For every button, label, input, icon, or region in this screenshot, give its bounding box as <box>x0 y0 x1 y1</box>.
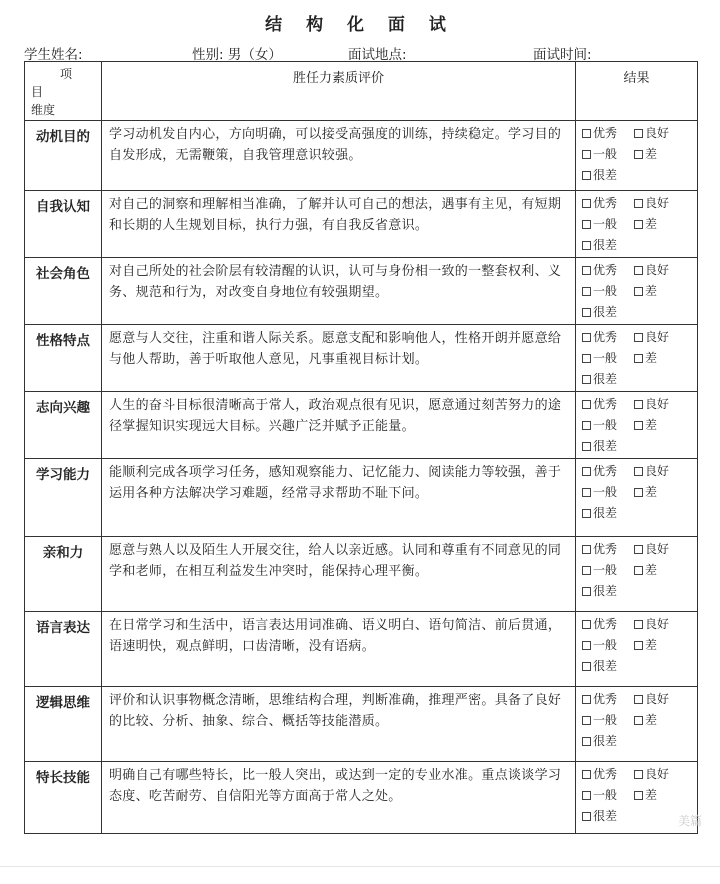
rating-option-label: 一般 <box>593 217 618 231</box>
rating-option[interactable] <box>582 369 634 390</box>
rating-option[interactable] <box>582 165 634 186</box>
rating-option[interactable] <box>582 731 634 752</box>
header-dimension-line: 目 <box>31 85 44 99</box>
rating-option[interactable] <box>582 560 634 581</box>
page-title: 结 构 化 面 试 <box>265 15 455 35</box>
rating-option[interactable] <box>634 539 669 560</box>
dimension-description: 能顺利完成各项学习任务，感知观察能力、记忆能力、阅读能力等较强，善于运用各种方法解决学习难题，经常寻求帮助不耻下问。 <box>102 459 576 537</box>
checkbox-icon[interactable] <box>582 220 591 229</box>
rating-option[interactable] <box>634 214 657 235</box>
dimension-name: 自我认知 <box>25 191 102 258</box>
rating-option-label: 良好 <box>645 196 670 210</box>
checkbox-icon[interactable] <box>582 287 591 296</box>
rating-option-label: 一般 <box>593 485 618 499</box>
rating-option[interactable] <box>634 327 669 348</box>
rating-option[interactable] <box>582 656 634 677</box>
dimension-description: 对自己的洞察和理解相当准确，了解并认可自己的想法，遇事有主见，有短期和长期的人生规划目标，执行力强，有自我反省意识。 <box>102 191 576 258</box>
dimension-name: 语言表达 <box>25 612 102 687</box>
checkbox-icon[interactable] <box>582 509 591 518</box>
rating-option[interactable] <box>582 539 634 560</box>
divider <box>0 866 720 867</box>
table-row <box>25 459 698 537</box>
rating-option-label: 优秀 <box>593 767 618 781</box>
checkbox-icon[interactable] <box>634 354 643 363</box>
checkbox-icon[interactable] <box>582 695 591 704</box>
header-dimension-line: 项 <box>59 67 72 81</box>
checkbox-icon[interactable] <box>634 333 643 342</box>
table-row <box>25 191 698 258</box>
rating-option[interactable] <box>582 710 634 731</box>
checkbox-icon[interactable] <box>634 421 643 430</box>
watermark: 美篇 <box>677 814 702 828</box>
dimension-name: 学习能力 <box>25 459 102 537</box>
rating-option[interactable] <box>634 614 669 635</box>
checkbox-icon[interactable] <box>582 375 591 384</box>
checkbox-icon[interactable] <box>582 199 591 208</box>
time-label: 面试时间: <box>533 47 592 63</box>
rating-option-label: 优秀 <box>593 542 618 556</box>
rating-option[interactable] <box>582 689 634 710</box>
rating-option[interactable] <box>634 144 657 165</box>
rating-option[interactable] <box>634 394 669 415</box>
rating-option-label: 优秀 <box>593 330 618 344</box>
rating-option[interactable] <box>582 806 634 827</box>
rating-option-label: 差 <box>645 147 658 161</box>
rating-option[interactable] <box>634 348 657 369</box>
rating-option-label: 优秀 <box>593 617 618 631</box>
rating-option-label: 很差 <box>593 238 618 252</box>
rating-option-label: 一般 <box>593 351 618 365</box>
checkbox-icon[interactable] <box>582 241 591 250</box>
rating-option[interactable] <box>582 123 634 144</box>
rating-option-label: 很差 <box>593 439 618 453</box>
rating-option-label: 一般 <box>593 284 618 298</box>
rating-option[interactable] <box>582 235 634 256</box>
rating-option-label: 良好 <box>645 617 670 631</box>
rating-option[interactable] <box>634 260 669 281</box>
checkbox-icon[interactable] <box>634 695 643 704</box>
rating-option-label: 优秀 <box>593 126 618 140</box>
checkbox-icon[interactable] <box>634 716 643 725</box>
dimension-name: 逻辑思维 <box>25 687 102 762</box>
checkbox-icon[interactable] <box>634 220 643 229</box>
dimension-name: 亲和力 <box>25 537 102 612</box>
rating-option[interactable] <box>634 415 657 436</box>
rating-option[interactable] <box>634 689 669 710</box>
rating-option[interactable] <box>634 482 657 503</box>
checkbox-icon[interactable] <box>582 566 591 575</box>
rating-option[interactable] <box>582 214 634 235</box>
rating-option-label: 差 <box>645 638 658 652</box>
rating-option-label: 良好 <box>645 126 670 140</box>
rating-option-label: 良好 <box>645 542 670 556</box>
checkbox-icon[interactable] <box>582 150 591 159</box>
rating-option-label: 很差 <box>593 809 618 823</box>
rating-option-label: 一般 <box>593 147 618 161</box>
result-options <box>576 325 698 392</box>
checkbox-icon[interactable] <box>582 400 591 409</box>
result-options <box>576 121 698 191</box>
rating-option[interactable] <box>582 635 634 656</box>
result-options <box>576 392 698 459</box>
rating-option-label: 很差 <box>593 506 618 520</box>
result-options <box>576 612 698 687</box>
rating-option[interactable] <box>634 710 657 731</box>
checkbox-icon[interactable] <box>634 199 643 208</box>
dimension-description: 对自己所处的社会阶层有较清醒的认识，认可与身份相一致的一整套权利、义务、规范和行为，对改变自身地位有较强期望。 <box>102 258 576 325</box>
result-options <box>576 459 698 537</box>
rating-option-label: 差 <box>645 713 658 727</box>
result-options <box>576 537 698 612</box>
table-row <box>25 325 698 392</box>
dimension-name: 动机目的 <box>25 121 102 191</box>
student-name-label: 学生姓名: <box>24 47 83 63</box>
rating-option[interactable] <box>582 348 634 369</box>
checkbox-icon[interactable] <box>582 812 591 821</box>
rating-option-label: 一般 <box>593 638 618 652</box>
checkbox-icon[interactable] <box>634 266 643 275</box>
dimension-description: 愿意与人交往，注重和谐人际关系。愿意支配和影响他人，性格开朗并愿意给与他人帮助，善于听取他人意见，凡事重视目标计划。 <box>102 325 576 392</box>
rating-option-label: 一般 <box>593 418 618 432</box>
table-row <box>25 121 698 191</box>
dimension-description: 人生的奋斗目标很清晰高于常人，政治观点很有见识，愿意通过刻苦努力的途径掌握知识实现远大目标。兴趣广泛并赋予正能量。 <box>102 392 576 459</box>
rating-option-label: 一般 <box>593 788 618 802</box>
rating-option[interactable] <box>634 635 657 656</box>
evaluation-table <box>24 61 698 834</box>
rating-option-label: 优秀 <box>593 692 618 706</box>
rating-option[interactable] <box>582 193 634 214</box>
rating-option[interactable] <box>582 436 634 457</box>
checkbox-icon[interactable] <box>582 620 591 629</box>
table-row <box>25 687 698 762</box>
rating-option-label: 优秀 <box>593 196 618 210</box>
header-dimension-line: 维度 <box>31 103 56 117</box>
rating-option-label: 良好 <box>645 263 670 277</box>
dimension-description: 评价和认识事物概念清晰，思维结构合理，判断准确，推理严密。具备了良好的比较、分析、抽象、综合、概括等技能潜质。 <box>102 687 576 762</box>
rating-option-label: 优秀 <box>593 464 618 478</box>
rating-option[interactable] <box>634 281 657 302</box>
checkbox-icon[interactable] <box>582 354 591 363</box>
table-row <box>25 537 698 612</box>
checkbox-icon[interactable] <box>634 566 643 575</box>
rating-option[interactable] <box>582 394 634 415</box>
rating-option-label: 良好 <box>645 330 670 344</box>
checkbox-icon[interactable] <box>582 716 591 725</box>
dimension-name: 特长技能 <box>25 762 102 834</box>
rating-option-label: 差 <box>645 217 658 231</box>
checkbox-icon[interactable] <box>582 662 591 671</box>
rating-option-label: 差 <box>645 788 658 802</box>
rating-option-label: 差 <box>645 351 658 365</box>
rating-option-label: 良好 <box>645 767 670 781</box>
rating-option[interactable] <box>582 581 634 602</box>
gender-label: 性别: 男（女） <box>192 47 282 63</box>
table-row <box>25 762 698 834</box>
rating-option-label: 良好 <box>645 464 670 478</box>
checkbox-icon[interactable] <box>634 467 643 476</box>
checkbox-icon[interactable] <box>582 641 591 650</box>
checkbox-icon[interactable] <box>582 129 591 138</box>
rating-option-label: 一般 <box>593 563 618 577</box>
dimension-name: 社会角色 <box>25 258 102 325</box>
checkbox-icon[interactable] <box>634 287 643 296</box>
table-row <box>25 258 698 325</box>
rating-option-label: 良好 <box>645 397 670 411</box>
table-header-row <box>25 62 698 121</box>
dimension-name: 志向兴趣 <box>25 392 102 459</box>
rating-option[interactable] <box>582 144 634 165</box>
rating-option-label: 很差 <box>593 584 618 598</box>
header-criteria: 胜任力素质评价 <box>102 62 576 121</box>
checkbox-icon[interactable] <box>582 587 591 596</box>
rating-option[interactable] <box>634 764 669 785</box>
rating-option[interactable] <box>582 327 634 348</box>
rating-option-label: 优秀 <box>593 263 618 277</box>
checkbox-icon[interactable] <box>582 737 591 746</box>
rating-option-label: 差 <box>645 284 658 298</box>
dimension-description: 在日常学习和生活中，语言表达用词准确、语义明白、语句简洁、前后贯通，语速明快，观点鲜明，口齿清晰，没有语病。 <box>102 612 576 687</box>
location-label: 面试地点: <box>348 47 407 63</box>
checkbox-icon[interactable] <box>582 791 591 800</box>
dimension-name: 性格特点 <box>25 325 102 392</box>
header-result: 结果 <box>576 62 698 121</box>
rating-option[interactable] <box>582 614 634 635</box>
rating-option[interactable] <box>634 560 657 581</box>
rating-option[interactable] <box>634 193 669 214</box>
table-row <box>25 612 698 687</box>
checkbox-icon[interactable] <box>582 770 591 779</box>
checkbox-icon[interactable] <box>634 545 643 554</box>
rating-option-label: 很差 <box>593 168 618 182</box>
rating-option[interactable] <box>582 302 634 323</box>
rating-option-label: 优秀 <box>593 397 618 411</box>
result-options <box>576 191 698 258</box>
rating-option-label: 很差 <box>593 659 618 673</box>
checkbox-icon[interactable] <box>634 791 643 800</box>
checkbox-icon[interactable] <box>634 620 643 629</box>
rating-option[interactable] <box>582 281 634 302</box>
checkbox-icon[interactable] <box>634 150 643 159</box>
rating-option[interactable] <box>582 785 634 806</box>
rating-option-label: 很差 <box>593 372 618 386</box>
checkbox-icon[interactable] <box>582 308 591 317</box>
rating-option-label: 差 <box>645 418 658 432</box>
rating-option-label: 一般 <box>593 713 618 727</box>
checkbox-icon[interactable] <box>634 641 643 650</box>
checkbox-icon[interactable] <box>582 545 591 554</box>
rating-option[interactable] <box>634 123 669 144</box>
dimension-description: 学习动机发自内心，方向明确，可以接受高强度的训练，持续稳定。学习目的自发形成，无需鞭策，自我管理意识较强。 <box>102 121 576 191</box>
rating-option[interactable] <box>634 785 657 806</box>
rating-option[interactable] <box>582 482 634 503</box>
rating-option-label: 很差 <box>593 305 618 319</box>
checkbox-icon[interactable] <box>582 467 591 476</box>
rating-option-label: 差 <box>645 485 658 499</box>
rating-option[interactable] <box>582 764 634 785</box>
rating-option-label: 很差 <box>593 734 618 748</box>
dimension-description: 明确自己有哪些特长，比一般人突出，或达到一定的专业水准。重点谈谈学习态度、吃苦耐劳、自信阳光等方面高于常人之处。 <box>102 762 576 834</box>
rating-option[interactable] <box>582 503 634 524</box>
rating-option-label: 差 <box>645 563 658 577</box>
checkbox-icon[interactable] <box>582 333 591 342</box>
checkbox-icon[interactable] <box>582 442 591 451</box>
result-options <box>576 258 698 325</box>
rating-option[interactable] <box>582 461 634 482</box>
header-dimension <box>25 62 102 121</box>
checkbox-icon[interactable] <box>582 266 591 275</box>
result-options <box>576 687 698 762</box>
dimension-description: 愿意与熟人以及陌生人开展交往，给人以亲近感。认同和尊重有不同意见的同学和老师，在相互利益发生冲突时，能保持心理平衡。 <box>102 537 576 612</box>
checkbox-icon[interactable] <box>634 400 643 409</box>
rating-option[interactable] <box>634 461 669 482</box>
checkbox-icon[interactable] <box>634 770 643 779</box>
rating-option[interactable] <box>582 260 634 281</box>
rating-option[interactable] <box>582 415 634 436</box>
checkbox-icon[interactable] <box>634 129 643 138</box>
checkbox-icon[interactable] <box>582 421 591 430</box>
checkbox-icon[interactable] <box>582 171 591 180</box>
table-row <box>25 392 698 459</box>
checkbox-icon[interactable] <box>634 488 643 497</box>
rating-option-label: 良好 <box>645 692 670 706</box>
checkbox-icon[interactable] <box>582 488 591 497</box>
